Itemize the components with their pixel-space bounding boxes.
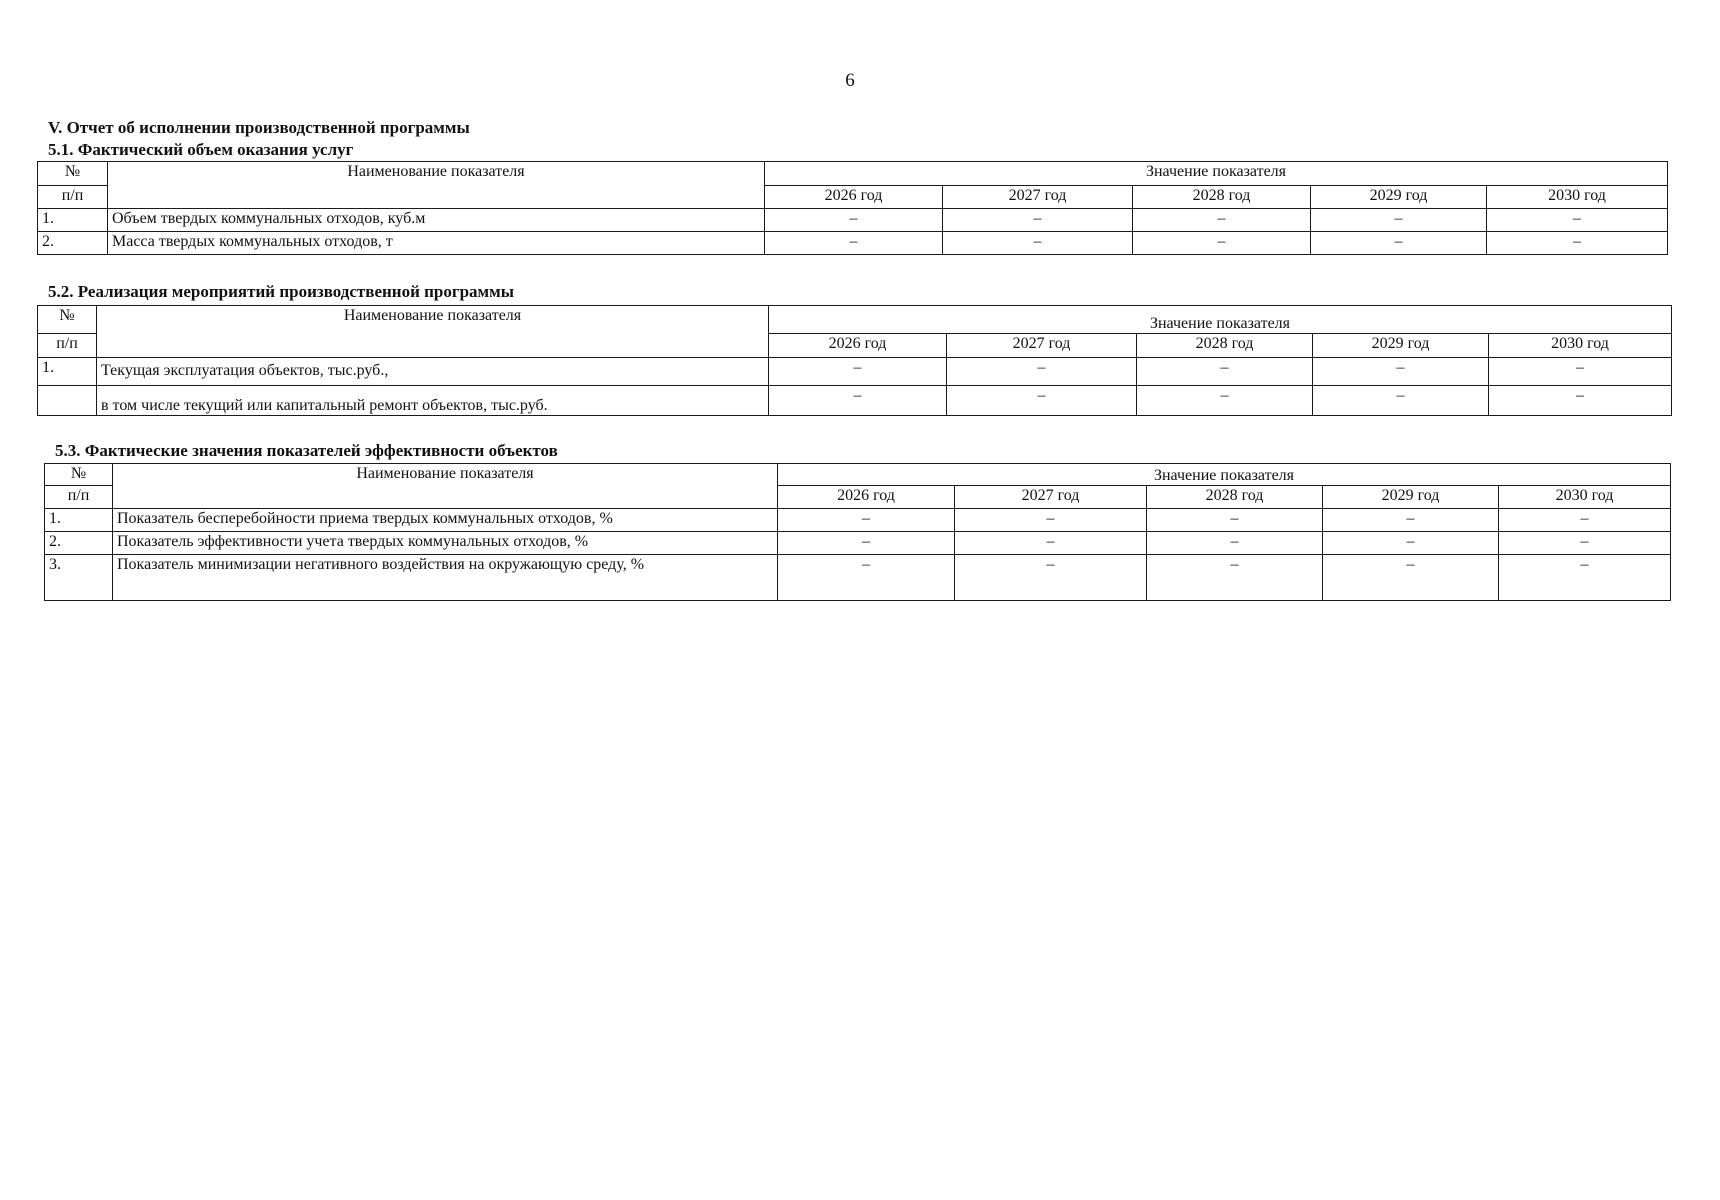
column-header-number-line1: № xyxy=(70,465,87,482)
value-cell: – xyxy=(955,509,1147,532)
value-cell: – xyxy=(778,532,955,555)
row-number xyxy=(38,386,97,416)
value-cell: – xyxy=(1147,509,1323,532)
value-cell: – xyxy=(1311,232,1487,255)
column-header-year: 2030 год xyxy=(1489,334,1672,358)
value-cell: – xyxy=(1323,532,1499,555)
column-header-number xyxy=(45,464,113,486)
row-name: в том числе текущий или капитальный ремонт объектов, тыс.руб. xyxy=(97,386,769,416)
value-cell: – xyxy=(1313,358,1489,386)
column-header-year: 2029 год xyxy=(1311,186,1487,209)
value-cell: – xyxy=(778,555,955,601)
column-header-year: 2026 год xyxy=(778,486,955,509)
column-header-number-line1: № xyxy=(64,163,81,180)
table-row xyxy=(45,532,1671,555)
column-header-value-group: Значение показателя xyxy=(769,306,1672,334)
column-header-name: Наименование показателя xyxy=(108,162,765,209)
value-cell: – xyxy=(1489,386,1672,416)
table-row xyxy=(38,209,1668,232)
table-row xyxy=(38,358,1672,386)
value-cell: – xyxy=(1323,509,1499,532)
value-cell: – xyxy=(1147,532,1323,555)
column-header-year: 2030 год xyxy=(1499,486,1671,509)
row-name: Показатель эффективности учета твердых коммунальных отходов, % xyxy=(113,532,778,555)
column-header-year: 2027 год xyxy=(955,486,1147,509)
value-cell: – xyxy=(1137,386,1313,416)
column-header-value-group: Значение показателя xyxy=(765,162,1668,186)
column-header-number-line2: п/п xyxy=(45,486,113,509)
table-row xyxy=(45,555,1671,601)
value-cell: – xyxy=(778,509,955,532)
column-header-year: 2029 год xyxy=(1323,486,1499,509)
column-header-name: Наименование показателя xyxy=(113,464,778,509)
column-header-number xyxy=(38,162,108,186)
row-name: Объем твердых коммунальных отходов, куб.м xyxy=(108,209,765,232)
value-cell: – xyxy=(1499,509,1671,532)
value-cell: – xyxy=(1133,209,1311,232)
table3-title: 5.3. Фактические значения показателей эффективности объектов xyxy=(55,441,558,460)
column-header-year: 2028 год xyxy=(1147,486,1323,509)
column-header-year: 2026 год xyxy=(769,334,947,358)
table3 xyxy=(44,463,1671,601)
value-cell: – xyxy=(943,209,1133,232)
value-cell: – xyxy=(769,386,947,416)
table1-title: 5.1. Фактический объем оказания услуг xyxy=(48,140,354,159)
column-header-name: Наименование показателя xyxy=(97,306,769,358)
value-cell: – xyxy=(1311,209,1487,232)
row-number: 2. xyxy=(38,232,108,255)
row-name: Показатель минимизации негативного воздействия на окружающую среду, % xyxy=(113,555,778,601)
section-title: V. Отчет об исполнении производственной программы xyxy=(48,118,470,137)
row-number: 3. xyxy=(45,555,113,601)
row-number: 1. xyxy=(45,509,113,532)
table2 xyxy=(37,305,1672,416)
value-cell: – xyxy=(1147,555,1323,601)
column-header-year: 2027 год xyxy=(943,186,1133,209)
column-header-year: 2027 год xyxy=(947,334,1137,358)
value-cell: – xyxy=(1487,209,1668,232)
column-header-number-line2: п/п xyxy=(38,334,97,358)
column-header-year: 2026 год xyxy=(765,186,943,209)
value-cell: – xyxy=(955,532,1147,555)
value-cell: – xyxy=(943,232,1133,255)
column-header-year: 2028 год xyxy=(1137,334,1313,358)
value-cell: – xyxy=(1137,358,1313,386)
table2-title: 5.2. Реализация мероприятий производственной программы xyxy=(48,282,514,301)
value-cell: – xyxy=(947,386,1137,416)
column-header-number xyxy=(38,306,97,334)
column-header-year: 2030 год xyxy=(1487,186,1668,209)
row-name: Масса твердых коммунальных отходов, т xyxy=(108,232,765,255)
column-header-number-line1: № xyxy=(59,307,75,324)
column-header-number-line2: п/п xyxy=(38,186,108,209)
table-row xyxy=(38,386,1672,416)
row-number: 1. xyxy=(38,358,97,386)
value-cell: – xyxy=(1487,232,1668,255)
value-cell: – xyxy=(1323,555,1499,601)
row-number: 2. xyxy=(45,532,113,555)
table-row xyxy=(38,232,1668,255)
value-cell: – xyxy=(1499,555,1671,601)
column-header-year: 2028 год xyxy=(1133,186,1311,209)
value-cell: – xyxy=(765,232,943,255)
table1 xyxy=(37,161,1668,255)
value-cell: – xyxy=(1133,232,1311,255)
value-cell: – xyxy=(769,358,947,386)
column-header-value-group: Значение показателя xyxy=(778,464,1671,486)
value-cell: – xyxy=(947,358,1137,386)
value-cell: – xyxy=(1313,386,1489,416)
value-cell: – xyxy=(955,555,1147,601)
column-header-year: 2029 год xyxy=(1313,334,1489,358)
row-name: Текущая эксплуатация объектов, тыс.руб., xyxy=(97,358,769,386)
value-cell: – xyxy=(765,209,943,232)
row-number: 1. xyxy=(38,209,108,232)
value-cell: – xyxy=(1489,358,1672,386)
row-name: Показатель бесперебойности приема твердых коммунальных отходов, % xyxy=(113,509,778,532)
value-cell: – xyxy=(1499,532,1671,555)
page-number: 6 xyxy=(845,70,855,91)
table-row xyxy=(45,509,1671,532)
